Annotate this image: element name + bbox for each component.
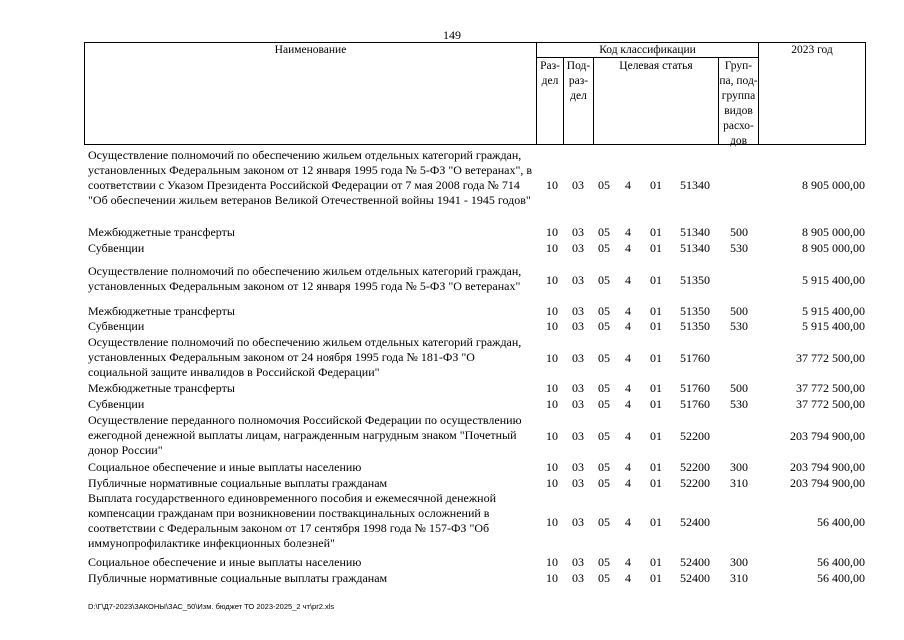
cell-amount: 56 400,00 <box>817 515 865 529</box>
cell-razdel: 10 <box>546 178 558 192</box>
cell-expense-type: 300 <box>730 555 748 569</box>
cell-amount: 8 905 000,00 <box>802 241 865 255</box>
cell-podrazdel: 03 <box>572 351 584 365</box>
cell-target-code: 52200 <box>680 460 710 474</box>
row-name: Субвенции <box>88 241 145 255</box>
cell-target-direction: 01 <box>650 273 662 287</box>
cell-target-code: 52200 <box>680 429 710 443</box>
cell-target-code: 51350 <box>680 273 710 287</box>
cell-target-subprogram: 4 <box>625 460 631 474</box>
cell-expense-type: 500 <box>730 225 748 239</box>
cell-target-program: 05 <box>598 397 610 411</box>
cell-target-code: 51760 <box>680 397 710 411</box>
cell-target-program: 05 <box>598 241 610 255</box>
row-name: Публичные нормативные социальные выплаты гражданам <box>88 476 388 490</box>
cell-target-subprogram: 4 <box>625 351 631 365</box>
cell-target-program: 05 <box>598 319 610 333</box>
cell-target-code: 51350 <box>680 319 710 333</box>
page-number: 149 <box>443 28 461 42</box>
cell-razdel: 10 <box>546 571 558 585</box>
cell-target-code: 51340 <box>680 241 710 255</box>
cell-razdel: 10 <box>546 319 558 333</box>
cell-target-program: 05 <box>598 351 610 365</box>
cell-target-direction: 01 <box>650 515 662 529</box>
cell-expense-type: 530 <box>730 241 748 255</box>
cell-target-program: 05 <box>598 460 610 474</box>
cell-target-direction: 01 <box>650 571 662 585</box>
cell-amount: 56 400,00 <box>817 555 865 569</box>
cell-target-code: 52400 <box>680 515 710 529</box>
row-name: Публичные нормативные социальные выплаты гражданам <box>88 571 388 585</box>
cell-target-program: 05 <box>598 225 610 239</box>
cell-expense-type: 500 <box>730 381 748 395</box>
cell-target-direction: 01 <box>650 381 662 395</box>
cell-amount: 8 905 000,00 <box>802 178 865 192</box>
header-gruppa: Груп- па, под- группа видов расхо- дов <box>719 60 758 147</box>
cell-target-subprogram: 4 <box>625 273 631 287</box>
cell-target-subprogram: 4 <box>625 515 631 529</box>
cell-target-subprogram: 4 <box>625 178 631 192</box>
cell-expense-type: 500 <box>730 304 748 318</box>
cell-target-direction: 01 <box>650 178 662 192</box>
cell-podrazdel: 03 <box>572 304 584 318</box>
row-name: Осуществление полномочий по обеспечению жильем отдельных категорий граждан, установленных Федеральным законом от 24 ноября 1995 года № 181-ФЗ "О социальной защите инвалидов в Российской Федерации" <box>88 335 522 379</box>
cell-target-subprogram: 4 <box>625 429 631 443</box>
cell-target-direction: 01 <box>650 241 662 255</box>
cell-target-program: 05 <box>598 476 610 490</box>
cell-target-code: 51350 <box>680 304 710 318</box>
cell-razdel: 10 <box>546 555 558 569</box>
cell-target-code: 51760 <box>680 381 710 395</box>
cell-target-program: 05 <box>598 571 610 585</box>
cell-podrazdel: 03 <box>572 571 584 585</box>
cell-target-subprogram: 4 <box>625 225 631 239</box>
row-name: Межбюджетные трансферты <box>88 225 235 239</box>
cell-razdel: 10 <box>546 397 558 411</box>
row-name: Межбюджетные трансферты <box>88 381 235 395</box>
cell-target-subprogram: 4 <box>625 571 631 585</box>
cell-target-direction: 01 <box>650 555 662 569</box>
file-path-footer: D:\Г\Д7-2023\ЗАКОНЫ\ЗАС_50\Изм. бюджет ТО 2023-2025_2 чт\pr2.xls <box>88 602 335 611</box>
cell-amount: 5 915 400,00 <box>802 319 865 333</box>
cell-expense-type: 300 <box>730 460 748 474</box>
cell-podrazdel: 03 <box>572 241 584 255</box>
cell-podrazdel: 03 <box>572 476 584 490</box>
header-celevaya: Целевая статья <box>619 60 693 72</box>
cell-amount: 203 794 900,00 <box>790 460 865 474</box>
cell-razdel: 10 <box>546 381 558 395</box>
cell-target-program: 05 <box>598 381 610 395</box>
cell-amount: 37 772 500,00 <box>796 381 865 395</box>
cell-razdel: 10 <box>546 515 558 529</box>
cell-amount: 5 915 400,00 <box>802 273 865 287</box>
cell-razdel: 10 <box>546 351 558 365</box>
cell-target-program: 05 <box>598 555 610 569</box>
cell-expense-type: 310 <box>730 571 748 585</box>
cell-target-direction: 01 <box>650 429 662 443</box>
cell-amount: 203 794 900,00 <box>790 476 865 490</box>
cell-razdel: 10 <box>546 304 558 318</box>
cell-target-direction: 01 <box>650 319 662 333</box>
cell-amount: 56 400,00 <box>817 571 865 585</box>
cell-target-subprogram: 4 <box>625 304 631 318</box>
cell-razdel: 10 <box>546 460 558 474</box>
cell-target-direction: 01 <box>650 225 662 239</box>
row-name: Субвенции <box>88 319 145 333</box>
cell-target-direction: 01 <box>650 304 662 318</box>
header-year: 2023 год <box>791 44 833 56</box>
cell-amount: 5 915 400,00 <box>802 304 865 318</box>
cell-razdel: 10 <box>546 429 558 443</box>
cell-target-code: 51340 <box>680 178 710 192</box>
row-name: Межбюджетные трансферты <box>88 304 235 318</box>
cell-podrazdel: 03 <box>572 515 584 529</box>
cell-podrazdel: 03 <box>572 397 584 411</box>
cell-target-code: 51340 <box>680 225 710 239</box>
cell-target-direction: 01 <box>650 460 662 474</box>
cell-podrazdel: 03 <box>572 460 584 474</box>
cell-podrazdel: 03 <box>572 555 584 569</box>
cell-expense-type: 530 <box>730 397 748 411</box>
cell-target-program: 05 <box>598 178 610 192</box>
cell-target-subprogram: 4 <box>625 319 631 333</box>
cell-target-direction: 01 <box>650 476 662 490</box>
header-razdel: Раз- дел <box>540 60 560 87</box>
cell-target-subprogram: 4 <box>625 241 631 255</box>
cell-expense-type: 530 <box>730 319 748 333</box>
row-name: Социальное обеспечение и иные выплаты населению <box>88 555 362 569</box>
cell-target-subprogram: 4 <box>625 555 631 569</box>
cell-podrazdel: 03 <box>572 178 584 192</box>
cell-expense-type: 310 <box>730 476 748 490</box>
cell-razdel: 10 <box>546 225 558 239</box>
cell-target-program: 05 <box>598 304 610 318</box>
row-name: Осуществление полномочий по обеспечению жильем отдельных категорий граждан, установленных Федеральным законом от 12 января 1995 года № 5-ФЗ "О ветеранах" <box>88 264 522 293</box>
cell-target-direction: 01 <box>650 351 662 365</box>
cell-target-subprogram: 4 <box>625 397 631 411</box>
cell-podrazdel: 03 <box>572 225 584 239</box>
row-name: Субвенции <box>88 397 145 411</box>
header-code: Код классификации <box>599 44 696 56</box>
cell-target-code: 51760 <box>680 351 710 365</box>
cell-target-code: 52400 <box>680 571 710 585</box>
header-name: Наименование <box>274 44 347 56</box>
cell-podrazdel: 03 <box>572 273 584 287</box>
cell-target-subprogram: 4 <box>625 381 631 395</box>
cell-podrazdel: 03 <box>572 429 584 443</box>
header-podrazdel: Под- раз- дел <box>566 60 591 102</box>
cell-razdel: 10 <box>546 476 558 490</box>
cell-razdel: 10 <box>546 241 558 255</box>
row-name: Выплата государственного единовременного пособия и ежемесячной денежной компенсации гражданам при возникновении поствакцинальных осложнений в соответствии с Федеральным законом от 17 сентября 1998 года № 157-ФЗ "Об иммунопрофилактике инфекционных болезней" <box>88 491 496 550</box>
cell-target-direction: 01 <box>650 397 662 411</box>
cell-target-program: 05 <box>598 515 610 529</box>
cell-podrazdel: 03 <box>572 381 584 395</box>
cell-amount: 37 772 500,00 <box>796 351 865 365</box>
row-name: Социальное обеспечение и иные выплаты населению <box>88 460 362 474</box>
cell-target-code: 52400 <box>680 555 710 569</box>
row-name: Осуществление полномочий по обеспечению жильем отдельных категорий граждан, установленных Федеральным законом от 12 января 1995 года № 5-ФЗ "О ветеранах", в соответствии с Указом Президента Российской Федерации от 7 мая 2008 года № 714 "Об обеспечении жильем ветеранов Великой Отечественной войны 1941 - 1945 годов" <box>88 148 533 207</box>
cell-amount: 37 772 500,00 <box>796 397 865 411</box>
cell-podrazdel: 03 <box>572 319 584 333</box>
cell-target-program: 05 <box>598 429 610 443</box>
cell-razdel: 10 <box>546 273 558 287</box>
cell-amount: 8 905 000,00 <box>802 225 865 239</box>
row-name: Осуществление переданного полномочия Российской Федерации по осуществлению ежегодной денежной выплаты лицам, награжденным нагрудным знаком "Почетный донор России" <box>88 413 522 457</box>
cell-amount: 203 794 900,00 <box>790 429 865 443</box>
cell-target-code: 52200 <box>680 476 710 490</box>
cell-target-program: 05 <box>598 273 610 287</box>
cell-target-subprogram: 4 <box>625 476 631 490</box>
